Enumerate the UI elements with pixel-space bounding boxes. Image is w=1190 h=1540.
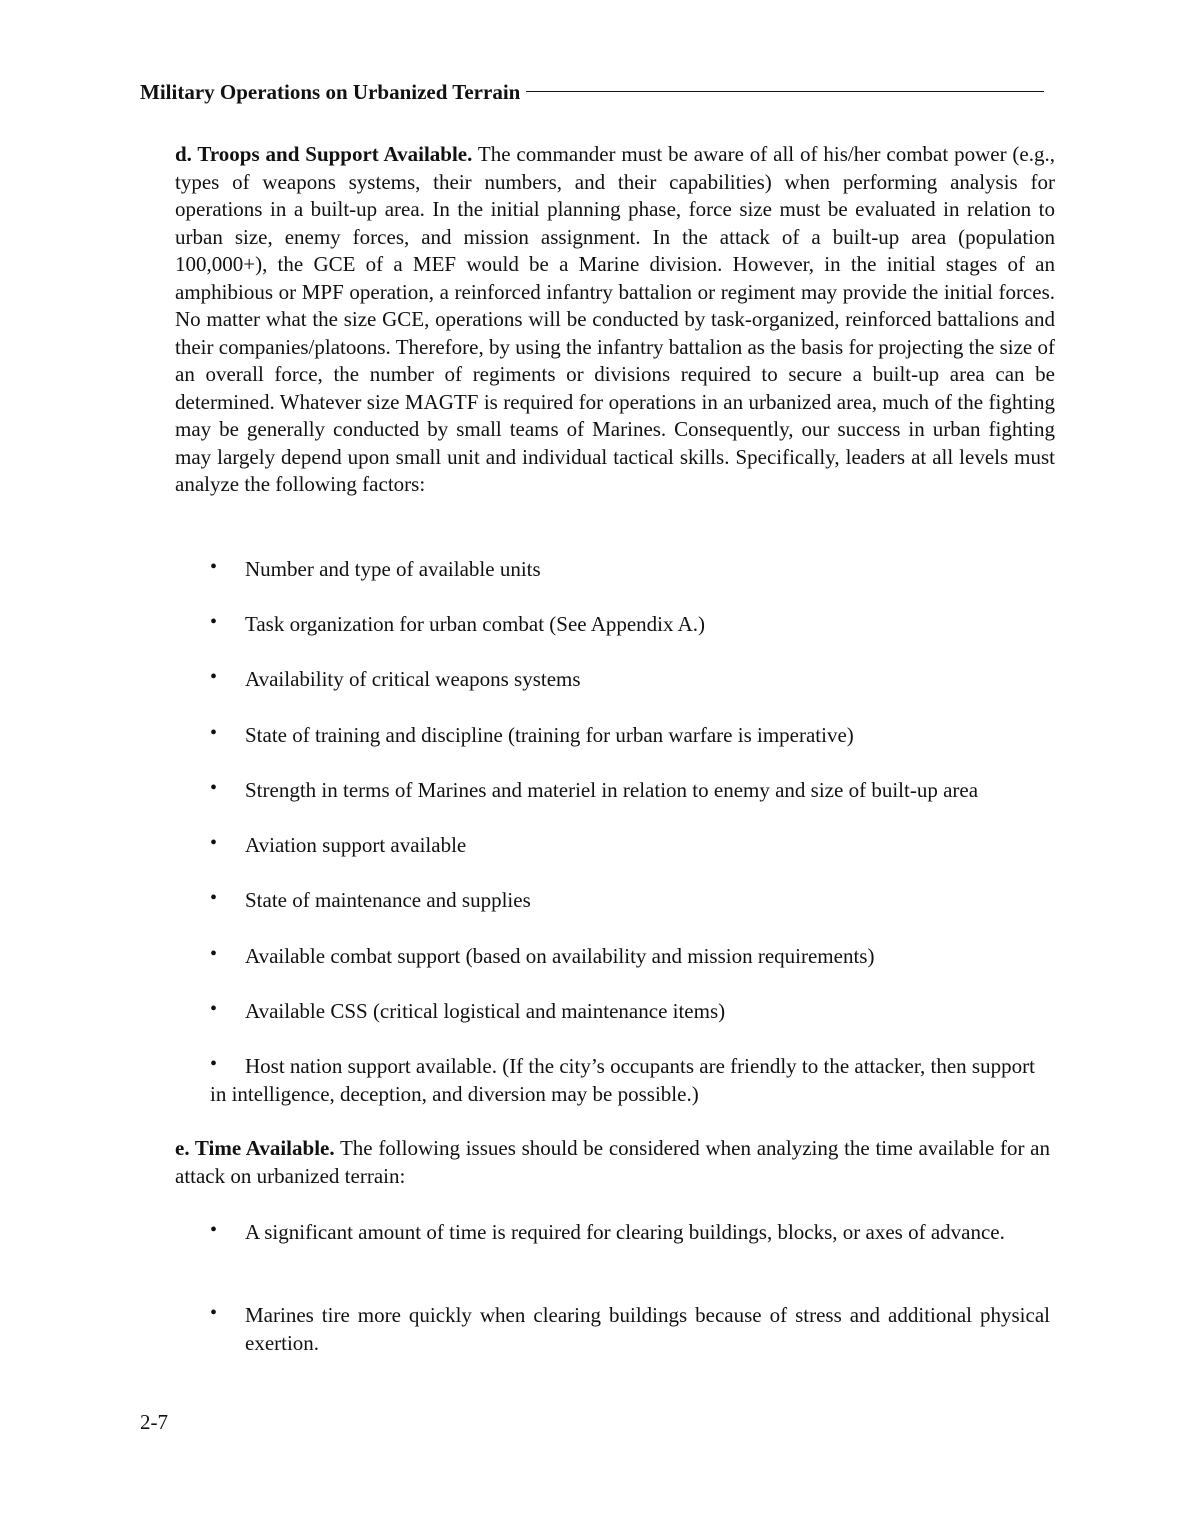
bullet-icon: •	[210, 556, 218, 578]
list-item	[210, 611, 1050, 639]
list-item-text: Marines tire more quickly when clearing buildings because of stress and additional physical exertion.	[245, 1303, 1050, 1355]
page-number: 2-7	[140, 1410, 168, 1434]
bullet-icon: •	[210, 666, 218, 688]
bullet-icon: •	[210, 1219, 218, 1241]
paragraph-body-time-available: The following issues should be considered when analyzing the time available for an attack on urbanized terrain:	[175, 1136, 1051, 1188]
list-item	[210, 1053, 1050, 1108]
paragraph-body-troops-support: The commander must be aware of all of his/her combat power (e.g., types of weapons systems, their numbers, and their capabilities) when performing analysis for operations in a built-up area. In the initial planning phase, force size must be evaluated in relation to urban size, enemy forces, and mission assignment. In the attack of a built-up area (population 100,000+), the GCE of a MEF would be a Marine division. However, in the initial stages of an amphibious or MPF operation, a reinforced infantry battalion or regiment may provide the initial forces. No matter what the size GCE, operations will be conducted by task-organized, reinforced battalions and their companies/platoons. Therefore, by using the infantry battalion as the basis for projecting the size of an overall force, the number of regiments or divisions required to secure a built-up area can be determined. Whatever size MAGTF is required for operations in an urbanized area, much of the fighting may be generally conducted by small teams of Marines. Consequently, our success in urban fighting may largely depend upon small unit and individual tactical skills. Specifically, leaders at all levels must analyze the following factors:	[175, 142, 1055, 496]
list-item	[210, 943, 1050, 971]
list-item	[210, 1302, 1050, 1357]
list-item	[210, 556, 1050, 584]
bullet-icon: •	[210, 777, 218, 799]
bullet-icon: •	[210, 887, 218, 909]
paragraph-lead-troops-support: d. Troops and Support Available.	[175, 142, 473, 166]
list-item-text: State of maintenance and supplies	[245, 888, 531, 912]
list-item-text: Number and type of available units	[245, 557, 541, 581]
bullet-icon: •	[210, 943, 218, 965]
list-item-text: Strength in terms of Marines and materiel in relation to enemy and size of built-up area	[245, 778, 979, 802]
paragraph-troops-support	[175, 141, 1055, 499]
list-item-text: Host nation support available. (If the city’s occupants are friendly to the attacker, then support in intelligence, deception, and diversion may be possible.)	[210, 1054, 1035, 1106]
header-rule	[526, 91, 1044, 92]
list-item-text: A significant amount of time is required for clearing buildings, blocks, or axes of advance.	[245, 1220, 1005, 1244]
paragraph-lead-time-available: e. Time Available.	[175, 1136, 335, 1160]
list-item-text: Aviation support available	[245, 833, 467, 857]
bullet-icon: •	[210, 611, 218, 633]
list-item-text: State of training and discipline (training for urban warfare is imperative)	[245, 723, 854, 747]
list-item	[210, 666, 1050, 694]
paragraph-time-available	[175, 1135, 1050, 1190]
bullet-icon: •	[210, 1053, 218, 1075]
list-item	[210, 777, 1050, 805]
bullet-icon: •	[210, 832, 218, 854]
list-item-text: Availability of critical weapons systems	[245, 667, 581, 691]
list-item	[210, 722, 1050, 750]
running-header-title: Military Operations on Urbanized Terrain	[140, 79, 521, 104]
list-item-text: Task organization for urban combat (See Appendix A.)	[245, 612, 706, 636]
list-item	[210, 887, 1050, 915]
list-item-text: Available CSS (critical logistical and maintenance items)	[245, 999, 726, 1023]
bullet-icon: •	[210, 998, 218, 1020]
bullet-icon: •	[210, 722, 218, 744]
list-item	[210, 832, 1050, 860]
list-item	[210, 1219, 1050, 1247]
bullet-icon: •	[210, 1302, 218, 1324]
running-header	[140, 79, 1044, 105]
list-item	[210, 998, 1050, 1026]
list-item-text: Available combat support (based on availability and mission requirements)	[245, 944, 875, 968]
